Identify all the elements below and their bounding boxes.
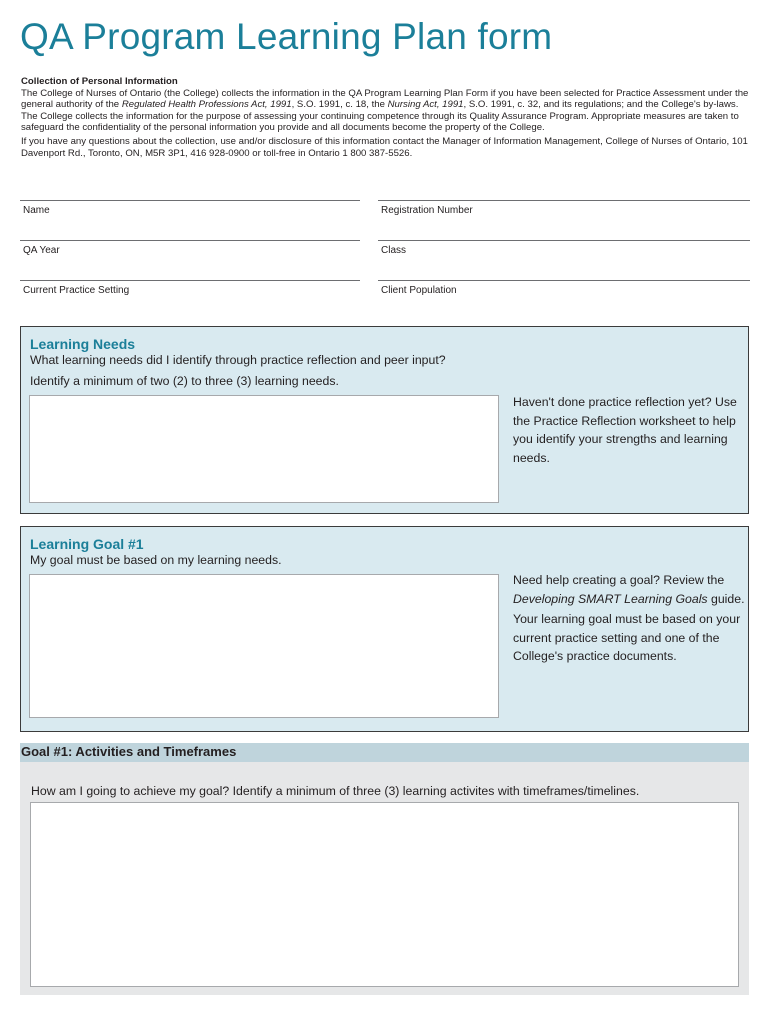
client-population-label: Client Population: [381, 285, 457, 296]
learning-goal-textarea[interactable]: [29, 574, 499, 718]
qa-year-label: QA Year: [23, 245, 60, 256]
learning-needs-textarea[interactable]: [29, 395, 499, 503]
learning-goal-question: My goal must be based on my learning needs.: [30, 553, 282, 567]
activities-textarea[interactable]: [30, 802, 739, 987]
registration-number-field[interactable]: [378, 200, 750, 239]
learning-goal-tip-2: Your learning goal must be based on your current practice setting and one of the College's practice documents.: [513, 612, 741, 663]
activities-question: How am I going to achieve my goal? Identify a minimum of three (3) learning activites with timeframes/timelines.: [31, 784, 640, 798]
collection-heading: Collection of Personal Information: [21, 76, 178, 87]
collection-notice: [21, 76, 756, 161]
collection-act-2: Nursing Act, 1991: [387, 99, 464, 111]
collection-text-3: , S.O. 1991, c. 32, and its regulations; and the College's by-laws. The College collects the information for the purpose of assessing your continuing competence through its Quality Assurance Program. Appropriate measures are taken to safeguard the confidentiality of the personal information you provide and all documents become the property of the College.: [21, 99, 739, 134]
learning-needs-tip: [513, 393, 745, 467]
learning-needs-panel: [20, 326, 749, 514]
class-label: Class: [381, 245, 407, 256]
current-practice-setting-field[interactable]: [20, 280, 360, 319]
learning-needs-question: What learning needs did I identify through practice reflection and peer input?: [30, 353, 446, 367]
class-field[interactable]: [378, 240, 750, 279]
page-title: QA Program Learning Plan form: [20, 16, 553, 57]
client-population-field[interactable]: [378, 280, 750, 319]
qa-year-field[interactable]: [20, 240, 360, 279]
name-field[interactable]: [20, 200, 360, 239]
learning-goal-heading: Learning Goal #1: [30, 536, 144, 552]
collection-text-1: The College of Nurses of Ontario (the College) collects the information in the QA Program Learning Plan Form if you have been selected for Practice Assessment under the general authority of the: [21, 87, 749, 111]
learning-goal-tip-1: [513, 571, 745, 608]
learning-goal-panel: [20, 526, 749, 732]
learning-goal-tip-1-end: guide.: [707, 591, 745, 606]
current-practice-setting-label: Current Practice Setting: [23, 285, 130, 296]
learning-needs-heading: Learning Needs: [30, 336, 136, 352]
collection-text-2: , S.O. 1991, c. 18, the: [291, 99, 388, 111]
smart-goals-guide: Developing SMART Learning Goals: [513, 591, 708, 606]
registration-number-label: Registration Number: [381, 205, 473, 216]
activities-heading: Goal #1: Activities and Timeframes: [21, 744, 237, 759]
activities-panel: [20, 762, 749, 995]
learning-needs-instruction: Identify a minimum of two (2) to three (3) learning needs.: [30, 374, 339, 388]
collection-act-1: Regulated Health Professions Act, 1991: [121, 99, 292, 111]
activities-header: [20, 743, 749, 762]
collection-contact: If you have any questions about the collection, use and/or disclosure of this information contact the Manager of Information Management, College of Nurses of Ontario, 101 Davenport Rd., Toronto, ON, M5R 3P1, 416 928-0900 or toll-free in Ontario 1 800 387-5526.: [21, 135, 748, 159]
learning-needs-tip-text: Haven't done practice reflection yet? Use the Practice Reflection worksheet to help you identify your strengths and learning needs.: [513, 395, 737, 465]
name-label: Name: [23, 205, 50, 216]
learning-goal-tip-1-text: Need help creating a goal? Review the: [513, 573, 725, 587]
learning-goal-tips: [513, 571, 745, 666]
